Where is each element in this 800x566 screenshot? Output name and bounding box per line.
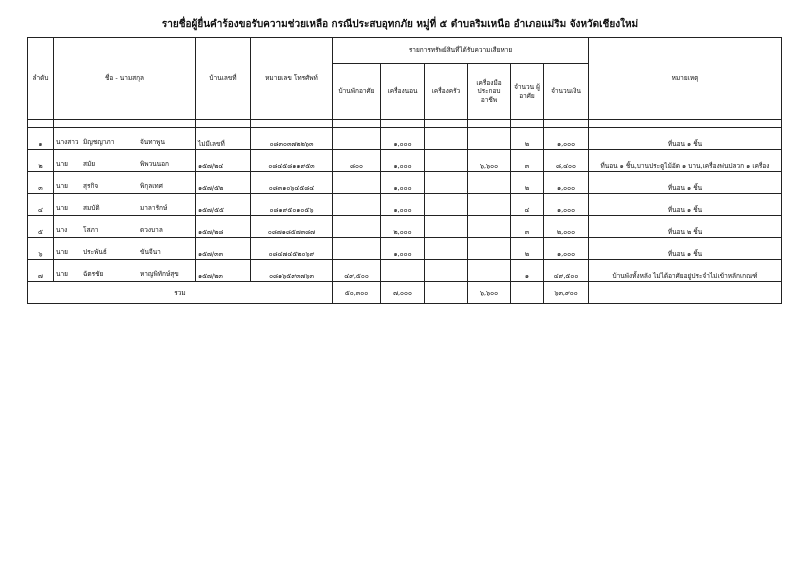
name-last: พิพวนนอก xyxy=(140,160,169,168)
table-row xyxy=(28,172,782,194)
table-row xyxy=(28,194,782,216)
cell-kitchen xyxy=(425,216,468,238)
cell-remark: ที่นอน ๒ ชิ้น xyxy=(589,216,782,238)
cell-remark: ที่นอน ๑ ชิ้น xyxy=(589,128,782,150)
cell-residents: ๓ xyxy=(511,150,544,172)
name-first: สุรกิจ xyxy=(83,182,99,190)
cell-phone: ๐๘๑๙๕๐๑๐๕๖ xyxy=(251,194,333,216)
cell-no: ๒ xyxy=(28,150,54,172)
cell-bedding: ๑,๐๐๐ xyxy=(381,128,425,150)
total-tools: ๖,๖๐๐ xyxy=(468,282,511,304)
name-prefix: นาย xyxy=(56,270,68,278)
total-residents xyxy=(511,282,544,304)
header-kitchen: เครื่องครัว xyxy=(425,64,468,120)
cell-kitchen xyxy=(425,128,468,150)
cell-dwelling xyxy=(333,238,381,260)
cell-bedding: ๑,๐๐๐ xyxy=(381,238,425,260)
cell-dwelling: ๘๐๐ xyxy=(333,150,381,172)
header-tools: เครื่องมือ ประกอบ อาชีพ xyxy=(468,64,511,120)
total-amount: ๖๓,๙๐๐ xyxy=(544,282,589,304)
cell-name xyxy=(54,128,196,150)
cell-amount: ๑,๐๐๐ xyxy=(544,172,589,194)
cell-house: ๑๕๗/๕๒ xyxy=(196,172,251,194)
cell-tools xyxy=(468,128,511,150)
cell-bedding xyxy=(381,260,425,282)
cell-kitchen xyxy=(425,150,468,172)
total-bedding: ๗,๐๐๐ xyxy=(381,282,425,304)
cell-phone: ๐๘๗๑๘๕๗๓๘๗ xyxy=(251,216,333,238)
cell-name xyxy=(54,150,196,172)
cell-kitchen xyxy=(425,260,468,282)
cell-no: ๑ xyxy=(28,128,54,150)
cell-dwelling xyxy=(333,172,381,194)
name-last: ดวงบาล xyxy=(140,226,163,234)
cell-remark: บ้านพังทั้งหลัง ไม่ได้อาศัยอยู่ประจำไม่เข้าหลักเกณฑ์ xyxy=(589,260,782,282)
cell-house: ๑๕๗/๒๔ xyxy=(196,150,251,172)
victims-table xyxy=(27,37,782,304)
cell-amount: ๑,๐๐๐ xyxy=(544,238,589,260)
cell-kitchen xyxy=(425,194,468,216)
cell-house: ๑๕๗/๒๘ xyxy=(196,216,251,238)
cell-dwelling xyxy=(333,216,381,238)
cell-kitchen xyxy=(425,238,468,260)
cell-amount: ๑,๐๐๐ xyxy=(544,128,589,150)
name-first: ฉัตรชัย xyxy=(83,270,104,278)
total-kitchen xyxy=(425,282,468,304)
cell-no: ๖ xyxy=(28,238,54,260)
total-remark xyxy=(589,282,782,304)
cell-remark: ที่นอน ๑ ชิ้น,บานประตูไม้อัด ๑ บาน,เครื่องพ่นปลวก ๑ เครื่อง xyxy=(589,150,782,172)
cell-phone: ๐๘๔๗๔๕๒๐๖๙ xyxy=(251,238,333,260)
cell-no: ๓ xyxy=(28,172,54,194)
cell-residents: ๒ xyxy=(511,238,544,260)
cell-phone: ๐๘๓๑๐๖๔๕๘๔ xyxy=(251,172,333,194)
cell-name xyxy=(54,216,196,238)
name-first: มิญชญาภา xyxy=(83,138,115,146)
header-remark: หมายเหตุ xyxy=(589,38,782,120)
total-dwelling: ๕๐,๓๐๐ xyxy=(333,282,381,304)
cell-dwelling xyxy=(333,194,381,216)
cell-amount: ๘,๔๐๐ xyxy=(544,150,589,172)
name-prefix: นาย xyxy=(56,204,68,212)
cell-residents: ๔ xyxy=(511,194,544,216)
cell-name xyxy=(54,238,196,260)
cell-tools xyxy=(468,238,511,260)
cell-bedding: ๒,๐๐๐ xyxy=(381,216,425,238)
cell-amount: ๑,๐๐๐ xyxy=(544,194,589,216)
cell-name xyxy=(54,260,196,282)
header-residents: จำนวน ผู้อาศัย xyxy=(511,64,544,120)
header-house: บ้านเลขที่ xyxy=(196,38,251,120)
cell-residents: ๒ xyxy=(511,172,544,194)
name-prefix: นาง xyxy=(56,226,68,234)
cell-phone: ๐๘๓๐๓๗๒๒๖๓ xyxy=(251,128,333,150)
name-last: หาญพิทักษ์สุข xyxy=(140,270,179,278)
cell-name xyxy=(54,172,196,194)
cell-residents: ๓ xyxy=(511,216,544,238)
cell-tools: ๖,๖๐๐ xyxy=(468,150,511,172)
name-last: มาลารักษ์ xyxy=(140,204,168,212)
name-first: ประพันธ์ xyxy=(83,248,107,256)
name-first: สมัย xyxy=(83,160,96,168)
cell-name xyxy=(54,194,196,216)
cell-remark: ที่นอน ๑ ชิ้น xyxy=(589,172,782,194)
header-name: ชื่อ - นามสกุล xyxy=(54,38,196,120)
table-row xyxy=(28,216,782,238)
name-prefix: นาย xyxy=(56,248,68,256)
name-first: โสภา xyxy=(83,226,99,234)
name-prefix: นาย xyxy=(56,182,68,190)
header-bedding: เครื่องนอน xyxy=(381,64,425,120)
header-amount: จำนวนเงิน xyxy=(544,64,589,120)
cell-tools xyxy=(468,172,511,194)
cell-phone: ๐๘๔๕๘๑๑๙๕๓ xyxy=(251,150,333,172)
cell-remark: ที่นอน ๑ ชิ้น xyxy=(589,194,782,216)
table-row xyxy=(28,128,782,150)
cell-phone: ๐๘๑๖๕๙๓๗๖๓ xyxy=(251,260,333,282)
header-dwelling: บ้านพักอาศัย xyxy=(333,64,381,120)
name-last: จันทาพูน xyxy=(140,138,165,146)
name-prefix: นาย xyxy=(56,160,68,168)
cell-tools xyxy=(468,216,511,238)
cell-dwelling xyxy=(333,128,381,150)
header-phone: หมายเลข โทรศัพท์ xyxy=(251,38,333,120)
cell-house: ๑๕๗/๓๓ xyxy=(196,238,251,260)
cell-no: ๕ xyxy=(28,216,54,238)
table-row xyxy=(28,150,782,172)
table-row xyxy=(28,238,782,260)
cell-house: ไม่มีเลขที่ xyxy=(196,128,251,150)
document-title: รายชื่อผู้ยื่นคำร้องขอรับความช่วยเหลือ กรณีประสบอุทกภัย หมู่ที่ ๕ ตำบลริมเหนือ อำเภอแม่ริม จังหวัดเชียงใหม่ xyxy=(161,19,639,30)
cell-bedding: ๑,๐๐๐ xyxy=(381,150,425,172)
cell-bedding: ๑,๐๐๐ xyxy=(381,194,425,216)
cell-tools xyxy=(468,260,511,282)
header-no: ลำดับ xyxy=(28,38,54,120)
header-damage-group: รายการทรัพย์สินที่ได้รับความเสียหาย xyxy=(333,38,589,64)
cell-house: ๑๕๗/๒๓ xyxy=(196,260,251,282)
cell-tools xyxy=(468,194,511,216)
cell-kitchen xyxy=(425,172,468,194)
cell-amount: ๒,๐๐๐ xyxy=(544,216,589,238)
cell-bedding: ๑,๐๐๐ xyxy=(381,172,425,194)
cell-amount: ๔๙,๕๐๐ xyxy=(544,260,589,282)
name-last: ขันจีนา xyxy=(140,248,161,256)
name-last: พิกุลเทศ xyxy=(140,182,163,190)
cell-residents: ๒ xyxy=(511,128,544,150)
cell-no: ๗ xyxy=(28,260,54,282)
cell-residents: ๑ xyxy=(511,260,544,282)
name-first: สมบัติ xyxy=(83,204,100,212)
total-row xyxy=(28,282,782,304)
cell-house: ๑๕๗/๕๕ xyxy=(196,194,251,216)
name-prefix: นางสาว xyxy=(56,138,79,146)
total-label: รวม xyxy=(28,282,333,304)
cell-no: ๔ xyxy=(28,194,54,216)
cell-dwelling: ๔๙,๕๐๐ xyxy=(333,260,381,282)
table-row xyxy=(28,260,782,282)
cell-remark: ที่นอน ๑ ชิ้น xyxy=(589,238,782,260)
